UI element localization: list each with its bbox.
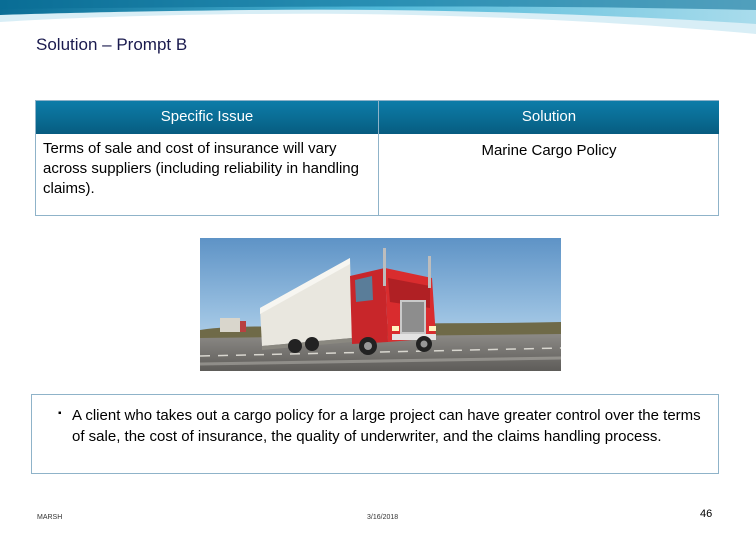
issue-solution-table	[35, 100, 719, 216]
page-number: 46	[700, 508, 713, 520]
table-header-solution: Solution	[379, 101, 719, 134]
callout-text: A client who takes out a cargo policy for a large project can have greater control over the terms of sale, the cost of insurance, the quality of underwriter, and the claims handling process.	[72, 407, 701, 445]
truck-photo	[200, 238, 561, 371]
slide-title: Solution – Prompt B	[36, 35, 188, 54]
table-cell-issue: Terms of sale and cost of insurance will vary across suppliers (including reliability in handling claims).	[43, 140, 359, 197]
footer-date: 3/16/2018	[367, 514, 399, 521]
top-wave-bar	[0, 0, 756, 36]
table-header-specific-issue: Specific Issue	[36, 101, 378, 134]
footer-brand: MARSH	[37, 514, 63, 521]
callout-box	[31, 394, 719, 474]
table-cell-solution: Marine Cargo Policy	[481, 142, 617, 159]
bullet-marker: ▪	[58, 408, 62, 419]
